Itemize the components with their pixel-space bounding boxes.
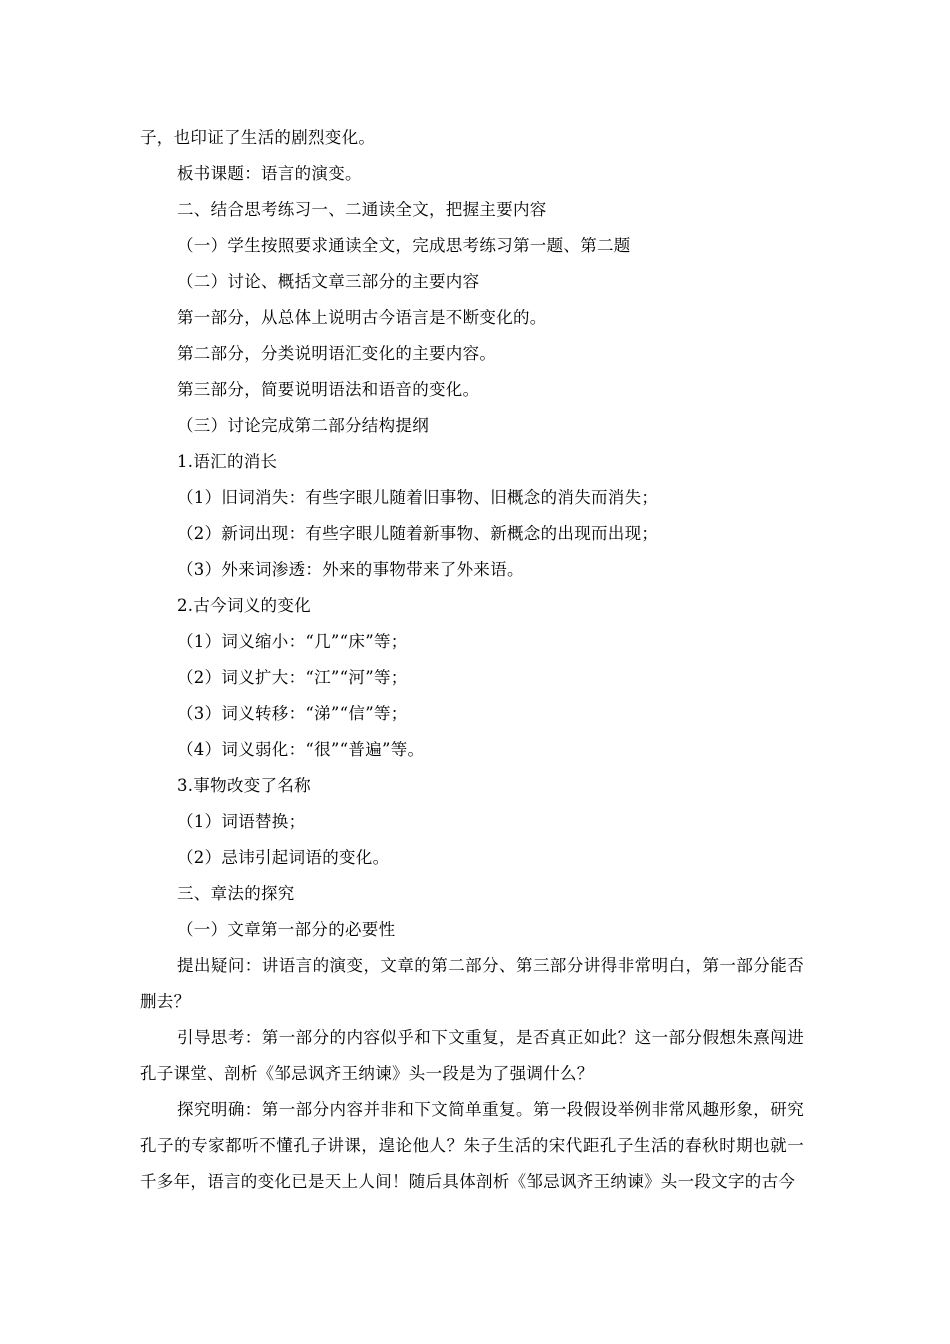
subsection-heading: （一）学生按照要求通读全文，完成思考练习第一题、第二题 bbox=[177, 236, 631, 255]
list-heading: 1.语汇的消长 bbox=[177, 452, 278, 471]
text-line: 第三部分，简要说明语法和语音的变化。 bbox=[177, 380, 480, 399]
subsection-heading: （一）文章第一部分的必要性 bbox=[177, 920, 396, 939]
paragraph: 提出疑问：讲语言的演变，文章的第二部分、第三部分讲得非常明白，第一部分能否删去？ bbox=[140, 956, 804, 1011]
list-item: （3）外来词渗透：外来的事物带来了外来语。 bbox=[177, 560, 524, 579]
list-item: （4）词义弱化：“很”“普遍”等。 bbox=[177, 740, 425, 759]
list-heading: 3.事物改变了名称 bbox=[177, 776, 311, 795]
text-line: 第一部分，从总体上说明古今语言是不断变化的。 bbox=[177, 308, 547, 327]
list-item: （1）旧词消失：有些字眼儿随着旧事物、旧概念的消失而消失； bbox=[177, 488, 659, 507]
list-item: （3）词义转移：“涕”“信”等； bbox=[177, 704, 408, 723]
list-item: （1）词语替换； bbox=[177, 812, 306, 831]
section-heading: 三、章法的探究 bbox=[177, 884, 295, 903]
list-item: （1）词义缩小：“几”“床”等； bbox=[177, 632, 408, 651]
paragraph: 探究明确：第一部分内容并非和下文简单重复。第一段假设举例非常风趣形象，研究孔子的专家都听不懂孔子讲课，遑论他人？朱子生活的宋代距孔子生活的春秋时期也就一千多年，语言的变化已是天上人间！随后具体剖析《邹忌讽齐王纳谏》头一段文字的古今 bbox=[140, 1100, 804, 1191]
subsection-heading: （二）讨论、概括文章三部分的主要内容 bbox=[177, 272, 480, 291]
section-heading: 二、结合思考练习一、二通读全文，把握主要内容 bbox=[177, 200, 547, 219]
list-item: （2）词义扩大：“江”“河”等； bbox=[177, 668, 408, 687]
text-line: 子，也印证了生活的剧烈变化。 bbox=[140, 128, 376, 147]
list-item: （2）新词出现：有些字眼儿随着新事物、新概念的出现而出现； bbox=[177, 524, 659, 543]
text-line: 第二部分，分类说明语汇变化的主要内容。 bbox=[177, 344, 497, 363]
subsection-heading: （三）讨论完成第二部分结构提纲 bbox=[177, 416, 429, 435]
paragraph: 引导思考：第一部分的内容似乎和下文重复，是否真正如此？这一部分假想朱熹闯进孔子课堂、剖析《邹忌讽齐王纳谏》头一段是为了强调什么？ bbox=[140, 1028, 804, 1083]
list-item: （2）忌讳引起词语的变化。 bbox=[177, 848, 390, 867]
text-line: 板书课题：语言的演变。 bbox=[177, 164, 362, 183]
list-heading: 2.古今词义的变化 bbox=[177, 596, 311, 615]
